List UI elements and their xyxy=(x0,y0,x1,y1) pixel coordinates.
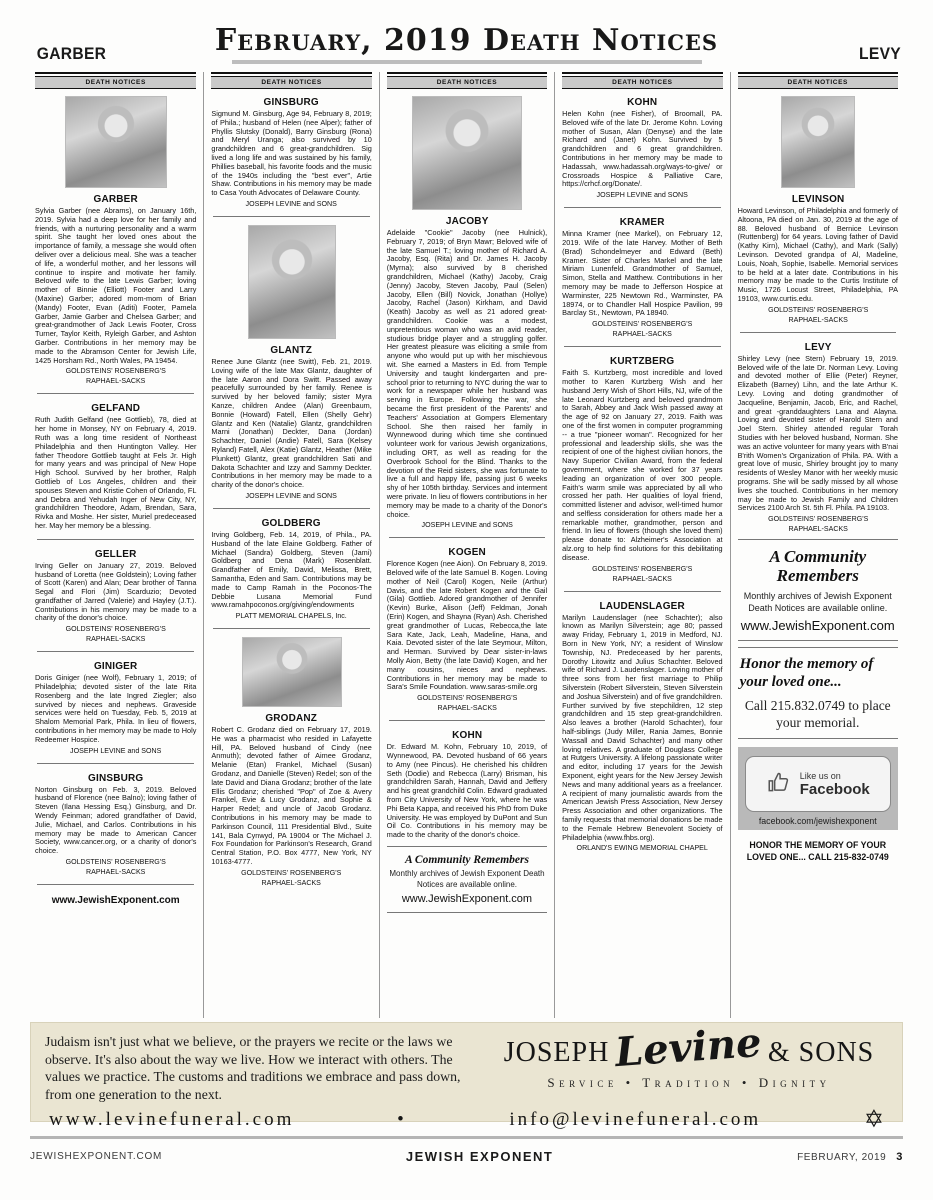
honor-memory-box xyxy=(738,647,898,739)
notice-body: Helen Kohn (nee Fisher), of Broomall, PA. Beloved wife of the late Dr. Jerome Kohn. Loving mother of Susan, Alan (Denyse) and the late Richard and (Janet) Kohn. Survived by 5 grandchildren and 6 great grandchildren. Contributions in her memory may be made to Hadassah, www.hadassah.org/ways-to-give/ or Crossroads Hospice & Palliative Care, https://crhcf.org/Donate/. xyxy=(562,109,723,189)
notice-geller xyxy=(35,548,196,644)
notice-body: Howard Levinson, of Philadelphia and formerly of Altoona, PA died on Jan. 30, 2019 at the age of 88. Beloved husband of Bernice Levinson (Ruttenberg) for 64 years. Loving father of David (Kathy Kirn), Michael (Cathy), and Mark (Sally) Levinson. Devoted grandpa of Al, Madeline, Louis, Noah, Sophie, Isabelle. Memorial services to be held at a later date. Contributions in his memory may be made to the Curtis Institute of Music, 1726 Locust Street, Philadelphia, PA 19103, www.curtis.edu. xyxy=(737,206,898,303)
funeral-home: GOLDSTEINS' ROSENBERG'S xyxy=(241,867,342,877)
ad-copy: Judaism isn't just what we believe, or the prayers we recite or the laws we observe. It's also about the way we live. How we interact with others. The values we practice. The customs and traditions we embrace and pass down, from one generation to the next. xyxy=(45,1034,461,1102)
notice-grodanz xyxy=(211,637,371,887)
brand-joseph: JOSEPH xyxy=(503,1037,610,1068)
funeral-home: RAPHAEL-SACKS xyxy=(261,877,322,887)
notice-divider xyxy=(389,720,545,721)
column-2 xyxy=(203,72,378,1018)
notice-divider xyxy=(37,763,194,764)
facebook-url[interactable]: facebook.com/jewishexponent xyxy=(758,816,877,827)
notice-surname: GLANTZ xyxy=(270,343,313,356)
notice-garber xyxy=(35,96,196,385)
notice-surname: JACOBY xyxy=(445,215,489,227)
notice-body: Florence Kogen (nee Aion). On February 8, 2019. Beloved wife of the late Samuel B. Kogen. Loving mother of Neil (Carol) Kogen, Neile (Arthur) Davis, and the late Robert Kogen and the Gail (Gila) Gottlieb. Adored grandmother of Jennifer (Kevin) Burke, Alison (Jeff) Feldman, Jonah (Erin) Kogen, and Shayna (Ryan) Ash. Cherished great grandmother of Lucas, Rebecca,the late Sara Kate, Jack, Leah, Madeline, Hana, and Kaia. Devoted sister of the late Seymour, Milton, and Herman. Survived by Dear sister-in-laws Molly Aion, Betty (the late David) Kogen, and her many cousins, nieces and nephews. Contributions in her memory may be made to Sara's Smile Foundation. www.saras-smile.org xyxy=(386,559,548,692)
notice-surname: KOHN xyxy=(627,96,658,108)
funeral-home: RAPHAEL-SACKS xyxy=(85,376,146,386)
notice-body: Sigmund M. Ginsburg, Age 94, February 8, 2019; of Phila.; husband of Helen (nee Alper); father of Phyllis Slutsky (Donald), Barry Ginsburg (Rona) and Meryl Uranga; also survived by 10 grandchildren and 6 great-grandchildren. Sig lived a long life and was sustained by his family, Phillies baseball, his favorite foods and the music of the 1940s including the "best ever", Artie Shaw. Contributions in his memory may be made to Casa Youth Advocates of Delaware County. xyxy=(211,109,372,198)
funeral-home: RAPHAEL-SACKS xyxy=(788,524,848,534)
notice-levinson xyxy=(738,96,898,324)
footer-date: FEBRUARY, 2019 xyxy=(797,1151,887,1163)
honor-memory-heading: Honor the memory of your loved one... xyxy=(739,656,874,691)
page-footer xyxy=(30,1149,903,1164)
notice-surname: GINIGER xyxy=(93,660,138,673)
running-head-right: LEVY xyxy=(859,44,901,63)
notice-surname: KOGEN xyxy=(448,546,486,559)
notice-divider xyxy=(564,346,720,347)
notice-ginsburg-sigmund xyxy=(211,96,371,208)
notice-surname: KRAMER xyxy=(619,216,665,229)
notice-body: Faith S. Kurtzberg, most incredible and loved mother to Karen Kurtzberg Wish and her husband Jerry Wish of Short Hills, NJ, wife of the late Leonard Kurtzberg and beloved grandmom to Sarah, Abbey and Jack Wish passed away at the age of 92 on January 27, 2019. Faith was one of the first women in computer programming -- a true "pioneer woman". Recognized for her professional and leadership skills, she was the recipient of one of the highest civilian honors, the Navy Superior Civilian Award, from the federal government, where she worked for 37 years leading an organization of over 300 people. Faith's warm smile was appreciated by all who crossed her path. Her qualities of loyal friend, committed listener and advisor, well-timed humor and selfless consideration for others made her a remarkable mother, grandmother, person and friend. In lieu of flowers (though she loved them) please donate to: Alzheimer's Association at alz.org to help find solutions for this debilitating disease. xyxy=(562,368,723,562)
community-remembers-heading: A Community Remembers xyxy=(769,547,867,586)
honor-memory-call: Call 215.832.0749 to place your memorial. xyxy=(744,698,891,731)
notice-kogen xyxy=(387,546,547,712)
column-1 xyxy=(28,72,203,1018)
funeral-home: GOLDSTEINS' ROSENBERG'S xyxy=(767,304,868,314)
notice-kurtzberg xyxy=(562,355,722,583)
notice-divider xyxy=(37,393,194,394)
ad-bullet: • xyxy=(397,1108,407,1130)
funeral-home: GOLDSTEINS' ROSENBERG'S xyxy=(592,319,693,329)
community-remembers-text: Monthly archives of Jewish Exponent Death Notices are available online. xyxy=(743,591,892,614)
honor-memory-caps: HONOR THE MEMORY OF YOUR LOVED ONE... CALL 215-832-0749 xyxy=(746,840,889,862)
funeral-home: JOSEPH LEVINE and SONS xyxy=(421,520,513,530)
star-of-david-icon: ✡ xyxy=(863,1107,884,1133)
running-head-left: GARBER xyxy=(36,44,107,63)
ad-contact-row xyxy=(45,1103,888,1134)
notice-surname: GOLDBERG xyxy=(261,516,322,529)
death-notices-banner: DEATH NOTICES xyxy=(738,76,898,89)
community-remembers-box-large xyxy=(738,539,898,641)
funeral-home: GOLDSTEINS' ROSENBERG'S xyxy=(65,366,166,376)
notice-surname: GINSBURG xyxy=(88,771,144,784)
funeral-home: JOSEPH LEVINE and SONS xyxy=(245,198,338,208)
community-remembers-heading: A Community Remembers xyxy=(404,854,529,867)
brand-levine-script: Levine xyxy=(613,1018,764,1077)
notice-goldberg xyxy=(211,517,371,620)
notice-jacoby xyxy=(387,96,547,529)
funeral-home: GOLDSTEINS' ROSENBERG'S xyxy=(416,693,518,703)
death-notices-banner: DEATH NOTICES xyxy=(211,76,371,89)
ad-email-link[interactable]: info@levinefuneral.com xyxy=(509,1108,762,1130)
jewishexponent-link[interactable]: www.JewishExponent.com xyxy=(51,895,180,907)
facebook-like-button[interactable] xyxy=(745,756,891,812)
notice-divider xyxy=(389,537,545,538)
portrait-photo xyxy=(65,96,167,188)
notice-body: Irving Goldberg, Feb. 14, 2019, of Phila., PA. Husband of the late Elaine Goldberg. Father of Michael (Sandra) Goldberg, Steven (Jami) Goldberg and Dena (Mark) Rosenblatt. Grandfather of Emily, David, Melissa, Brett, Samantha, Eden and Sam. Contributions may be made to Camp Ramah in the Poconos-The Debbie Lusana Memorial Fund www.ramahpoconos.org/giving/endowments xyxy=(211,529,372,610)
funeral-home: PLATT MEMORIAL CHAPELS, Inc. xyxy=(235,611,348,621)
funeral-home: RAPHAEL-SACKS xyxy=(85,634,146,644)
notice-body: Renee June Glantz (nee Switt), Feb. 21, 2019. Loving wife of the late Max Glantz, daughter of the late Aaron and Dora Switt. Passed away peacefully surrounded by her family. Renee is survived by her beloved family; sister Myra Kanze, children Andee (Alan) Greenbaum, Bonnie (Howard) Fatell, Ellen (Shelly Gehr) Glantz and Ken (Natalie) Glantz, grandchildren Marni (Jonathan) Deckter, Dana (Jordan) Schachter, Daniel (Andie) Fatell, Sara (Kelsey Ryland) Fatell, Alex (Katie) Glantz, Heather (Mike Plunkett) Glantz, great grandchildren Sati and Dakota Schachter and Izzy and Sammy Deckter. Contributions in her memory may be made to a charity of the donor's choice. xyxy=(211,356,372,490)
portrait-photo xyxy=(781,96,855,188)
funeral-home: GOLDSTEINS' ROSENBERG'S xyxy=(65,624,166,634)
notice-giniger xyxy=(35,660,196,754)
notice-divider xyxy=(213,508,369,509)
funeral-home: RAPHAEL-SACKS xyxy=(85,867,146,877)
column-4 xyxy=(554,72,729,1018)
notice-surname: GELFAND xyxy=(91,402,141,415)
notice-gelfand xyxy=(35,402,196,530)
jewishexponent-link[interactable]: www.JewishExponent.com xyxy=(401,893,533,906)
funeral-home: ORLAND'S EWING MEMORIAL CHAPEL xyxy=(576,843,709,853)
notice-body: Sylvia Garber (nee Abrams), on January 16th, 2019. Sylvia had a deep love for her family and friends, with a nurturing personality and a warm spirit. She taught her loved ones about the importance of family, a message she would often deliver over a delicious meal. She was a teacher of life, a wonderful mother, and her lessons will continue to inspire and motivate her family. Beloved wife to the late Lewis Garber; loving mother of Binnie (Elliott) Footer and Larry (Maxine) Garber; adored mom-mom of Brian (Mandy) Footer, Evan (Aditi) Footer, Pamela Garber, Jamie Garber and Chelsea Garber; and great-grandmother of Jack Lewis Footer, Cross Turner, Taylor Keith, Ryleigh Garber, and Ashton Garber. Contributions in her memory may be made to the Abramson Center for Jewish Life, 1425 Horsham Rd., North Wales, PA 19454. xyxy=(35,206,197,365)
title-underline xyxy=(232,60,702,64)
notice-kohn-helen xyxy=(562,96,722,199)
joseph-levine-ad[interactable] xyxy=(30,1018,903,1133)
page-header xyxy=(32,23,901,64)
notice-columns xyxy=(28,72,905,1018)
column-5 xyxy=(730,72,905,1018)
notice-body: Adelaide "Cookie" Jacoby (nee Hulnick), February 7, 2019; of Bryn Mawr; Beloved wife of the late Samuel T.; loving mother of Richard A. Jacoby, Esq. (Rita) and Dr. James H. Jacoby (Myrna); also survived by 8 cherished grandchildren, Michael (Kathy) Jacoby, Craig (Jenny) Jacoby, Steven Jacoby, Paul (Selen) Jacoby, Ellen (Bill) Novick, Jonathan (Hollye) Jacoby, Rachel (Jason) Kirkham, and David (Keath) Jacoby as well as 21 adored great-grandchildren. Cookie was a modest, unpretentious woman who was an avid reader, studious bridge player and a struggling golfer. Her greatest pleasure was eliciting a smile from anyone who would put up with her mischievous wit. She earned a Masters in Ed. from Temple University and taught kindergarten and pre-school prior to returning to NYC during the war to work for a newspaper while her husband was serving in Europe. Following the war, she became the first president of the Parents' and Teachers' Association at Gompers Elementary School. She then raised her family in Wynnewood during which time she continued volunteer work for various Jewish organizations, including ORT, as well as reading for the Overbrook School for the Blind. Thanks to the devotion of the Reid sisters, she was fortunate to live a full and happy life, passing just 6 weeks shy of her 105th birthday. Services and interment were private. In lieu of flowers contributions in her memory may be made to a charity of the Donor's choice. xyxy=(386,228,548,519)
death-notices-banner: DEATH NOTICES xyxy=(387,76,547,89)
footer-site: JEWISHEXPONENT.COM xyxy=(30,1151,163,1162)
notice-body: Robert C. Grodanz died on February 17, 2019. He was a pharmacist who resided in Lafayette Hill, PA. Beloved husband of Cindy (nee Anmuth); devoted father of Aimee Grodanz, Melanie (Etan) Frankel, Michael (Susan) Grodanz, and Danielle (Steven) Redel; son of the late David and Diana Grodanz; brother of the late Ellis Grodanz; cherished "Pop" of Zoe & Avery Frankel, Evie & Lucy Grodanz, and Sophie & Harper Redel; and uncle of Jacob Grodanz. Contributions in his memory may be made to Parkinson Council, 111 Presidential Blvd., Suite 141, Bala Cynwyd, PA 19004 or The Michael J. Fox Foundation for Parkinson's Research, Grand Central Station, P.O. Box 4777, New York, NY 10163-4777. xyxy=(211,725,372,867)
funeral-home: JOSEPH LEVINE and SONS xyxy=(245,490,338,500)
notice-laudenslager xyxy=(562,600,722,853)
notice-body: Dr. Edward M. Kohn, February 10, 2019, of Wynnewood, PA. Devoted husband of 66 years to Amy (nee Pincus). He cherished his children Seth (Dodie) and Rebecca (Larry) Brisman, his grandchildren Sarah, Hannah, David and Jeffery and his great grandchild Colin. Edward graduated from City University of New York, where he was Phi Beta Kappa, and received his PhD from Duke University. He was employed by DuPont and Sun Oil Co. Contributions in his memory may be made to the charity of the donor's choice. xyxy=(386,742,548,840)
ad-brand xyxy=(490,1018,888,1103)
thumbs-up-icon xyxy=(766,769,792,800)
community-remembers-text: Monthly archives of Jewish Exponent Death Notices are available online. xyxy=(389,869,545,889)
notice-glantz xyxy=(211,225,371,500)
notice-body: Irving Geller on January 27, 2019. Beloved husband of Loretta (nee Goldstein); Loving father of Scott (Karen) and Alan; Dear brother of Tanna Segal and Flori (Jim) Scarduzio; Devoted grandfather of Jarred (Valerie) and Hayley (J.T.). Contributions in his memory may be made to a charity of the donor's choice. xyxy=(35,560,197,623)
notice-surname: LEVY xyxy=(804,340,832,353)
notice-body: Shirley Levy (nee Stern) February 19, 2019. Beloved wife of the late Dr. Norman Levy. Loving and devoted mother of Ellie (Peter) Reyner, Elizabeth (Barney) Lihn, and the late Arthur K. Levy. Loving and doting grandmother of Jacqueline, Benjamin, Jacob, Eric, and Rachel, and great -granddaughters Lana and Alayna. Loving and devoted sister of Harold Stern and Joel Stern. Shirley attended regular Torah Studies with her beloved husband, Norman. She was an active volunteer for many years with B'nai B'rith Women's Organization of Phila. PA. With a great love of music, Shirley brought joy to many residents of Wesley Manor with her weekly music programs. She will be sadly missed by all whose lives she touched. Contributions in her memory may be made to Jewish Family and Children Services 2100 Arch St. 5th Fl. Phila. PA 19103. xyxy=(737,353,898,513)
footer-rule xyxy=(30,1136,903,1139)
facebook-label: Facebook xyxy=(799,781,870,799)
funeral-home: RAPHAEL-SACKS xyxy=(788,314,848,324)
portrait-photo xyxy=(248,225,336,339)
death-notices-banner: DEATH NOTICES xyxy=(562,76,722,89)
like-us-label: Like us on xyxy=(799,771,841,782)
death-notices-banner: DEATH NOTICES xyxy=(35,76,196,89)
notice-surname: KOHN xyxy=(451,729,483,742)
notice-divider xyxy=(740,332,896,333)
funeral-home: GOLDSTEINS' ROSENBERG'S xyxy=(65,857,166,867)
notice-body: Ruth Judith Gelfand (nee Gottlieb), 78, died at her home in Monsey, NY on February 4, 2019. Ruth was a long time resident of Northeast Philadelphia and then Huntington Valley. Her father Theodore Gottlieb taught at Fels Jr. High for many years and was principal of New Hope High School. Survived by her brother, Ralph Gottlieb of Los Angeles, children and their spouses Steven and Kristie Cohen of Orlando, FL and Debra and Yehudah Inger of New City, NY, grandchildren Theodore, Adam, Brendan, Sara, Rivka and Moshe. Her sister, Muriel predeceased her. May her memory be a blessing. xyxy=(35,415,197,530)
notice-surname: KURTZBERG xyxy=(610,355,675,368)
notice-kramer xyxy=(562,216,722,338)
notice-body: Doris Giniger (nee Wolf), February 1, 2019; of Philadelphia; devoted sister of the late Rita Rosenberg and the late Ingred Ziegler; also survived by nieces and nephews. Graveside services were held on Tuesday, Feb. 5, 2019 at Shalom Memorial Park, Phila. In lieu of flowers, contributions in her memory may be made to Holy Redeemer Hospice. xyxy=(35,673,197,744)
notice-divider xyxy=(564,207,720,208)
column-3 xyxy=(379,72,554,1018)
page-title: February, 2019 Death Notices xyxy=(214,23,719,58)
portrait-photo xyxy=(412,96,522,210)
notice-surname: GRODANZ xyxy=(265,712,318,725)
notice-kohn-edward xyxy=(387,729,547,840)
notice-surname: GARBER xyxy=(93,193,138,205)
ad-website-link[interactable]: www.levinefuneral.com xyxy=(49,1108,295,1130)
notice-surname: GELLER xyxy=(94,547,137,560)
page-title-wrap xyxy=(152,23,781,64)
notice-divider xyxy=(213,628,369,629)
footer-paper-name: JEWISH EXPONENT xyxy=(405,1149,554,1164)
portrait-photo xyxy=(242,637,342,707)
facebook-promo[interactable] xyxy=(738,747,898,830)
funeral-home: RAPHAEL-SACKS xyxy=(612,573,673,583)
community-remembers-box xyxy=(387,846,547,913)
funeral-home: JOSEPH LEVINE and SONS xyxy=(70,745,162,755)
notice-divider xyxy=(564,591,720,592)
notice-surname: LEVINSON xyxy=(791,193,845,205)
notice-divider xyxy=(213,216,369,217)
funeral-home: RAPHAEL-SACKS xyxy=(612,329,673,339)
funeral-home: GOLDSTEINS' ROSENBERG'S xyxy=(767,514,868,524)
notice-surname: GINSBURG xyxy=(263,96,320,108)
notice-body: Norton Ginsburg on Feb. 3, 2019. Beloved husband of Florence (nee Balno); loving father of Steven (Ilana Hessing Esq.) Ginsburg, and Dr. Wendy Feinman; adored grandfather of David, Julie, Michael, and Carlos. Contributions in his memory may be made to American Cancer Society, www.cancer.org, or a charity of donor's choice. xyxy=(35,784,197,856)
jewishexponent-link[interactable]: www.JewishExponent.com xyxy=(740,618,895,634)
notice-body: Minna Kramer (nee Markel), on February 12, 2019. Wife of the late Harvey. Mother of Beth (Brad) Schondelmeyer and Edward (Beth) Kramer. Sister of Charles Markel and the late Miriam Lunenfeld. Grandmother of Samuel, Simon, Stella and Matthew. Contributions in her memory may be made to Jefferson Hospice at Warminster, 225 Newtown Rd., Warminster, PA 18974, or to Chandler Hall Hospice Pavilion, 99 Barclay St., Newtown, PA 18940. xyxy=(562,229,723,318)
notice-ginsburg-norton xyxy=(35,772,196,876)
notice-levy xyxy=(738,341,898,533)
funeral-home: GOLDSTEINS' ROSENBERG'S xyxy=(592,563,693,573)
notice-divider xyxy=(37,651,194,652)
brand-sons: & SONS xyxy=(767,1037,875,1068)
funeral-home: JOSEPH LEVINE and SONS xyxy=(596,190,688,200)
funeral-home: RAPHAEL-SACKS xyxy=(437,703,497,713)
notice-divider xyxy=(37,539,194,540)
ad-tagline: Service • Tradition • Dignity xyxy=(547,1075,831,1090)
notice-divider xyxy=(37,884,194,885)
notice-body: Marilyn Laudenslager (nee Schachter); also known as Marilyn Silverstein; age 80; passed away Friday, February 1, 2019 in Medford, NJ. Born in New York, NY; a resident of Winslow Township, NJ. Predeceased by her parents, Dorothy Litowitz and Julius Schachter. Beloved wife of Richard J. Laudenslager. Loving mother of three sons from her first marriage to Philip Silverstein (Robert Silverstein, Steven Silverstein and Joshua Silverstein) and of five grandchildren. Further survived by five stepchildren, 12 step grandchildren and 15 step great-grandchildren. Also leaves a brother (Harold Schachter), four half-siblings (Judy Miller, Rania James, Bonnie Wassall and David Schachter) and many other loving relatives. A graduate of Douglass College at Rutgers University. A lifelong passionate writer and editor, including 17 years for the Jewish Exponent, eight years for the New Jersey Jewish News and many additional years as a freelancer. A recipient of many journalistic awards from the American Jewish Press Association, New Jersey Press Association and other organizations. The family requests that memorial donations be made to the Female Hebrew Benevolent Society of Philadelphia (www.fhbs.org). xyxy=(562,612,723,842)
notice-surname: LAUDENSLAGER xyxy=(599,599,686,612)
footer-page-number: 3 xyxy=(896,1150,903,1163)
